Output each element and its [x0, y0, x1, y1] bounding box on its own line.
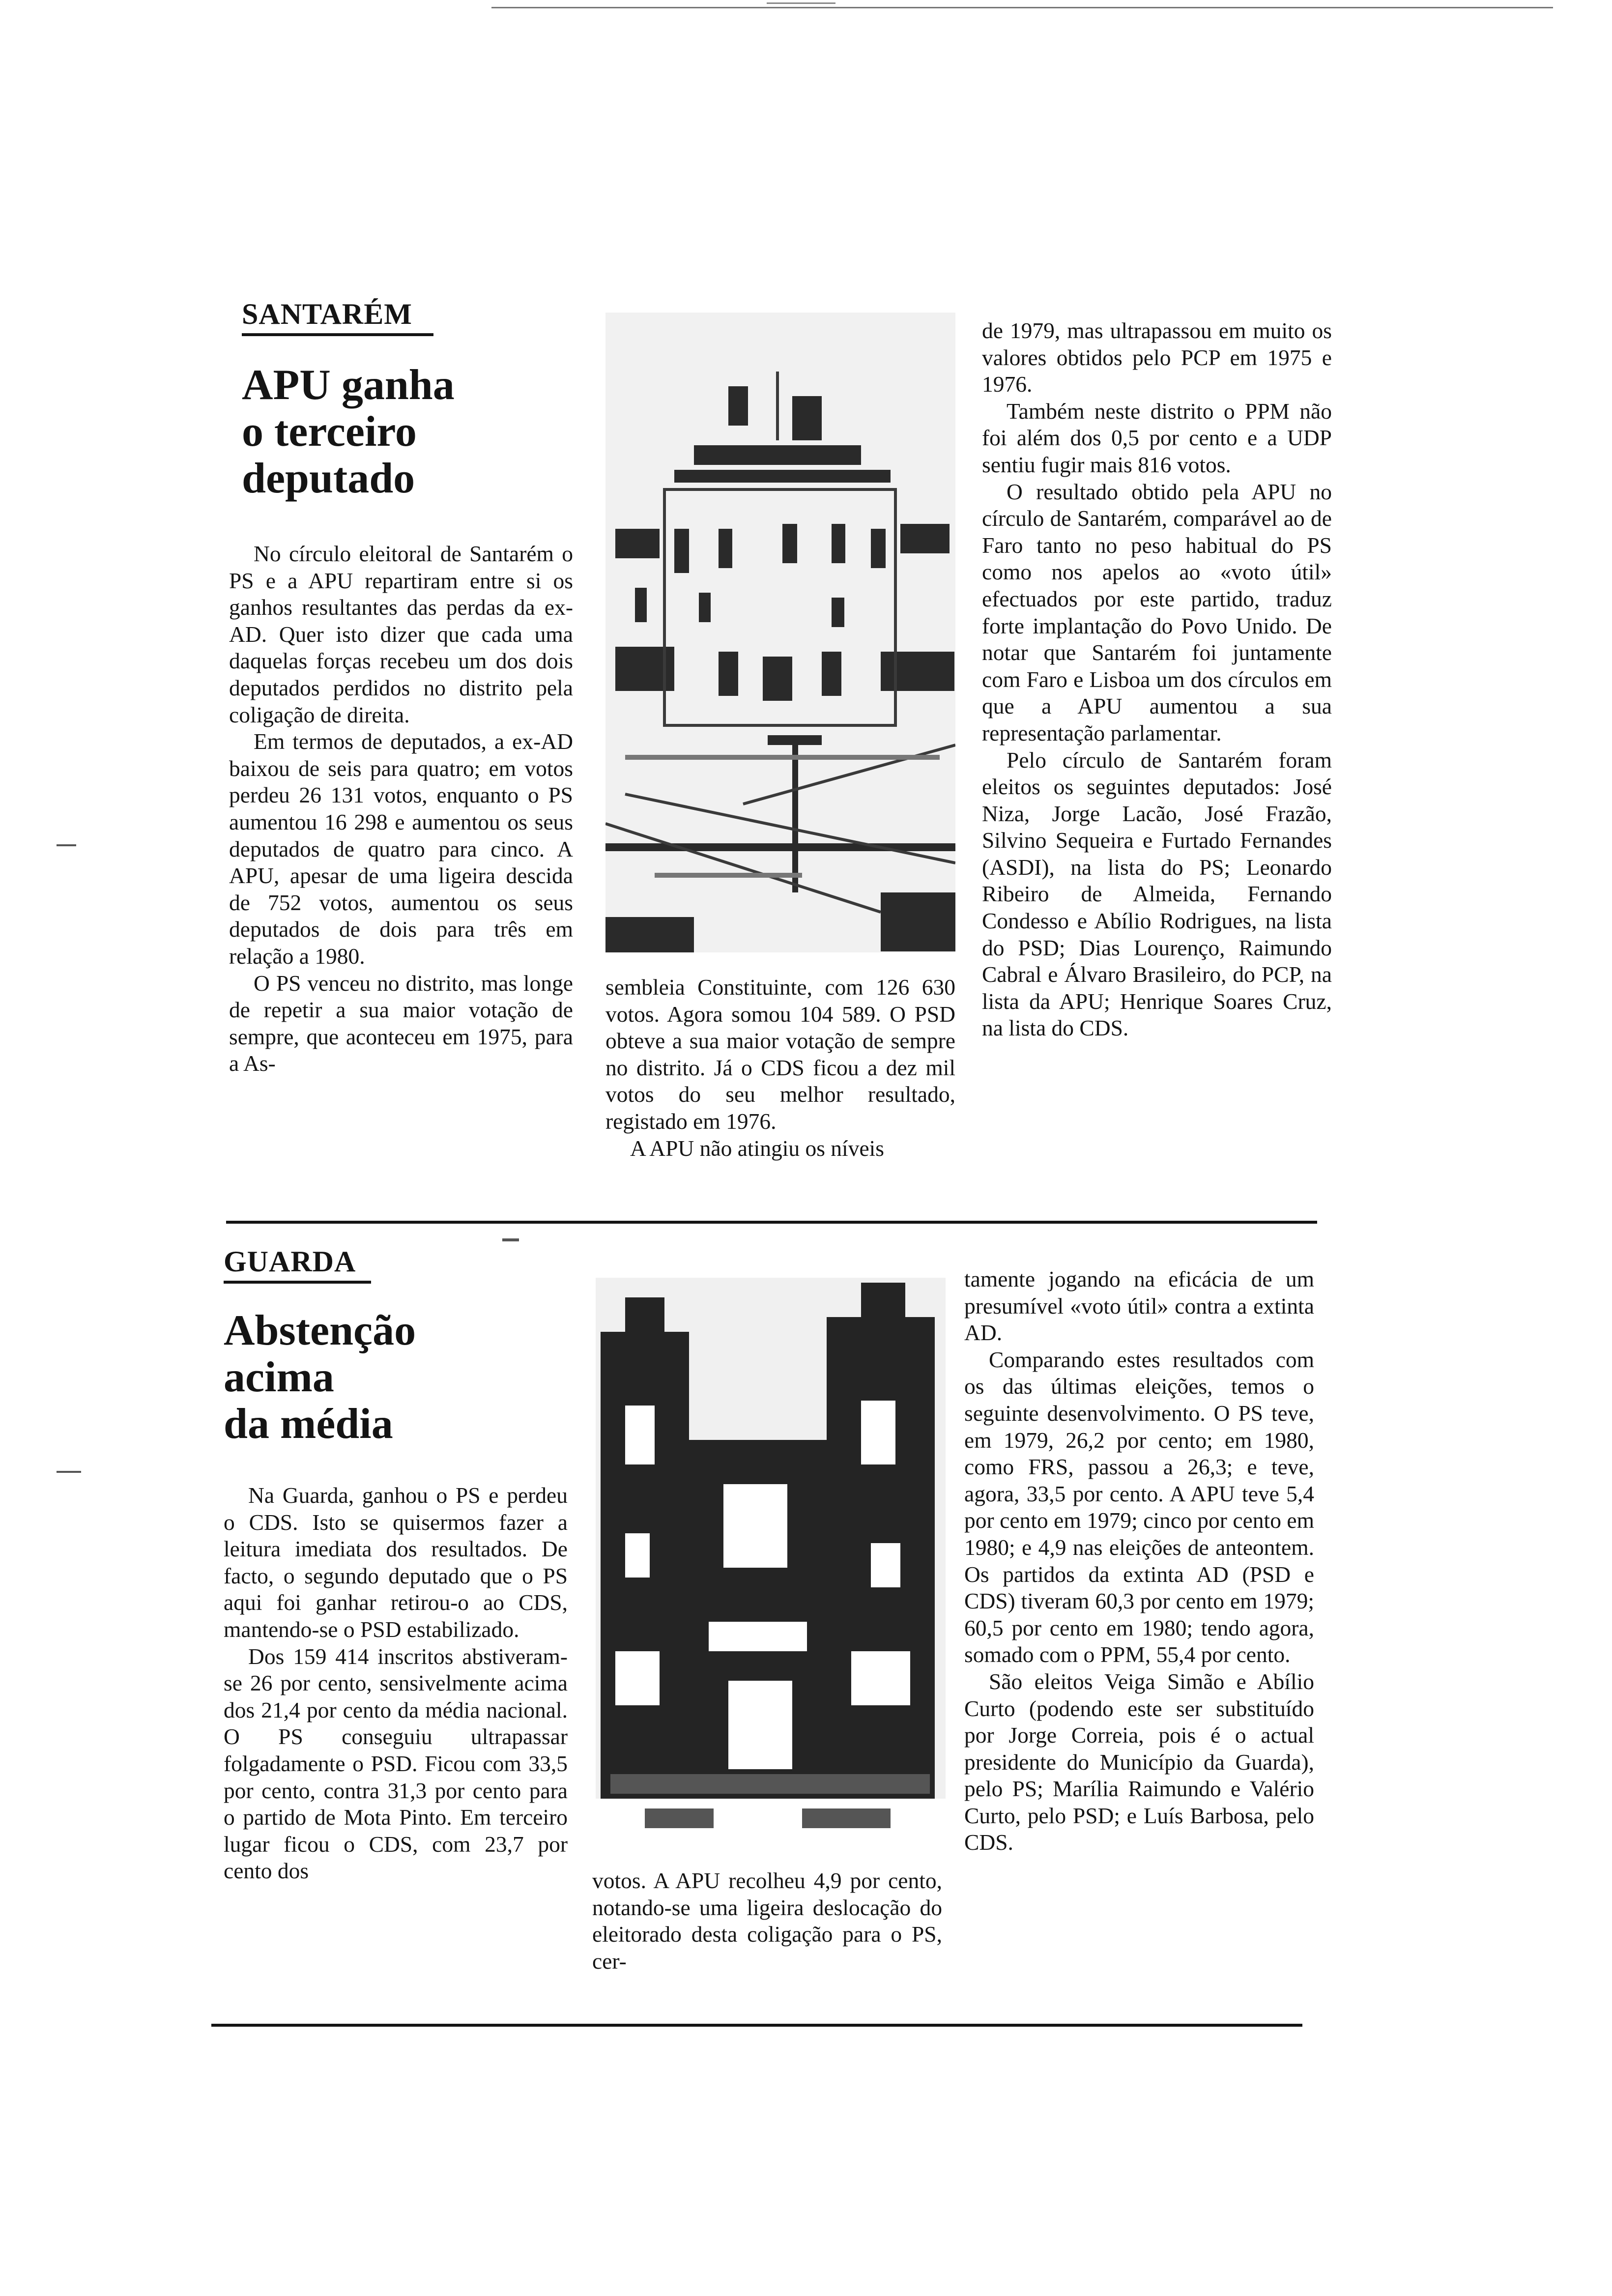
section-label: SANTARÉM — [242, 298, 433, 336]
paragraph: Dos 159 414 inscritos abstiveram-se 26 por cento, sensivelmente acima dos 21,4 por cento da média nacional. O PS conseguiu ultrapassar folgadamente o PSD. Ficou com 33,5 por cento, contra 31,3 por cento para o partido de Mota Pinto. Em terceiro lugar ficou o CDS, com 23,7 por cento dos — [224, 1643, 568, 1884]
paragraph: de 1979, mas ultrapassou em muito os valores obtidos pelo PCP em 1975 e 1976. — [982, 318, 1332, 397]
paragraph: Também neste distrito o PPM não foi além dos 0,5 por cento e a UDP sentiu fugir mais 816 votos. — [982, 398, 1332, 477]
paragraph: Pelo círculo de Santarém foram eleitos os seguintes deputados: José Niza, Jorge Lacão, José Frazão, Silvino Sequeira e Furtado Fernandes (ASDI), na lista do PS; Leonardo Ribeiro de Almeida, Fernando Condesso e Abílio Rodrigues, na lista do PSD; Dias Lourenço, Raimundo Cabral e Álvaro Brasileiro, do PCP, na lista da APU; Henrique Soares Cruz, na lista do CDS. — [982, 747, 1332, 1041]
text-column-3 — [982, 317, 1332, 1042]
paragraph: O PS venceu no distrito, mas longe de repetir a sua maior votação de sempre, que aconteceu em 1975, para a As- — [229, 970, 573, 1076]
paragraph: tamente jogando na eficácia de um presumível «voto útil» contra a extinta AD. — [964, 1266, 1314, 1346]
section-divider — [226, 1221, 1317, 1224]
headline: Abstenção acima da média — [224, 1307, 416, 1448]
text-column-3 — [964, 1266, 1314, 1856]
paragraph: Em termos de deputados, a ex-AD baixou de seis para quatro; em votos perdeu 26 131 votos, enquanto o PS aumentou 16 298 e aumentou os seus deputados de quatro para cinco. A APU, apesar de uma ligeira descida de 752 votos, aumentou os seus deputados de dois para três em relação a 1980. — [229, 729, 573, 969]
photo-santarem-church — [605, 313, 955, 952]
top-scan-dash — [767, 2, 835, 4]
top-scan-line — [491, 7, 1553, 8]
paragraph: O resultado obtido pela APU no círculo de Santarém, comparável ao de Faro tanto no peso habitual do PS como nos apelos ao «voto útil» efectuados por este partido, traduz forte implantação do Povo Unido. De notar que Santarém foi juntamente com Faro e Lisboa um dos círculos em que a APU aumentou a sua representação parlamentar. — [982, 479, 1332, 746]
section-label: GUARDA — [224, 1245, 371, 1284]
paragraph: São eleitos Veiga Simão e Abílio Curto (podendo este ser substituído por Jorge Correia, pois é o actual presidente do Município da Guarda), pelo PS; Marília Raimundo e Valério Curto, pelo PSD; e Luís Barbosa, pelo CDS. — [964, 1668, 1314, 1855]
paragraph: A APU não atingiu os níveis — [630, 1135, 884, 1161]
text-column-2 — [605, 974, 955, 1162]
headline: APU ganha o terceiro deputado — [242, 361, 455, 503]
text-column-1 — [229, 541, 573, 1077]
paragraph: Comparando estes resultados com os das últimas eleições, temos o seguinte desenvolvimento. O PS teve, em 1979, 26,2 por cento; em 1980, como FRS, passou a 26,3; e teve, agora, 33,5 por cento. A APU teve 5,4 por cento em 1979; cinco por cento em 1980; e 4,9 nas eleições de anteontem. Os partidos da extinta AD (PSD e CDS) tiveram 60,3 por cento em 1979; 60,5 por cento em 1980; tendo agora, somado com o PPM, 55,4 por cento. — [964, 1347, 1314, 1667]
paragraph: votos. A APU recolheu 4,9 por cento, notando-se uma ligeira deslocação do eleitorado desta coligação para o PS, cer- — [592, 1868, 942, 1974]
margin-mark — [57, 844, 76, 846]
paragraph: sembleia Constituinte, com 126 630 votos. Agora somou 104 589. O PSD obteve a sua maior votação de sempre no distrito. Já o CDS ficou a dez mil votos do seu melhor resultado, registado em 1976. — [605, 975, 955, 1134]
margin-mark — [502, 1238, 519, 1241]
text-column-1 — [224, 1482, 568, 1885]
paragraph: Na Guarda, ganhou o PS e perdeu o CDS. Isto se quisermos fazer a leitura imediata dos resultados. De facto, o segundo deputado que o PS aqui foi ganhar retirou-o ao CDS, mantendo-se o PSD estabilizado. — [224, 1483, 568, 1642]
text-column-2 — [592, 1867, 942, 1975]
section-divider — [211, 2024, 1302, 2027]
paragraph: No círculo eleitoral de Santarém o PS e a APU repartiram entre si os ganhos resultantes das perdas da ex-AD. Quer isto dizer que cada uma daquelas forças recebeu um dos dois deputados perdidos no distrito pela coligação de direita. — [229, 541, 573, 727]
photo-guarda-cathedral — [596, 1278, 946, 1843]
margin-mark — [57, 1471, 81, 1473]
